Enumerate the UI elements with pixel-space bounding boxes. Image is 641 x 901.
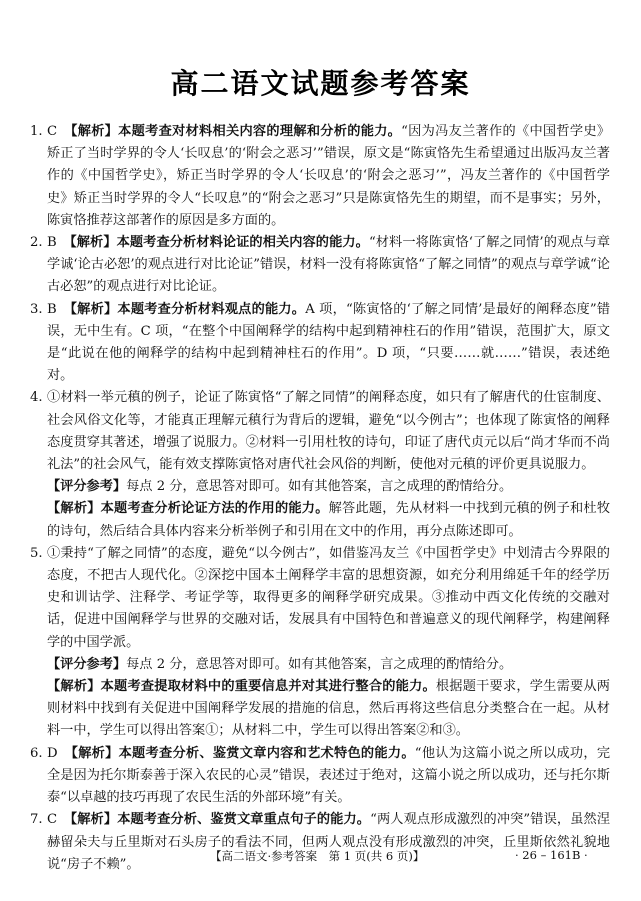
score-reference-5 (28, 654, 610, 676)
analysis-text: A 项，“陈寅恪的‘了解之同情’是最好的阐释态度”错误，无中生有。C 项，“在整个中国阐释学的结构中起到精神柱石的作用”错误，范围扩大，原文是“此说在他的阐释学的结构中起到精神柱石的作用”。D 项，“只要……就……”错误，表述绝对。 (47, 301, 611, 384)
page-title: 高二语文试题参考答案 (170, 67, 471, 100)
answer-choice: C (47, 124, 58, 139)
analysis-text: 根据题干要求，学生需要从两则材料中找到有关促进中国阐释学发展的措施的信息，然后再将这些信息分类整合在一起。从材料一中，学生可以得出答案①；从材料二中，学生可以得出答案②和③。 (47, 679, 610, 739)
analysis-lead: 本题考查分析论证方法的作用的能力。 (100, 501, 329, 517)
analysis-tag: 【解析】 (47, 679, 101, 695)
answer-item-2 (28, 232, 610, 299)
analysis-5 (28, 676, 610, 743)
answer-choice: D (47, 745, 58, 761)
answer-item-5 (28, 543, 610, 654)
analysis-text: “两人观点形成激烈的冲突”错误，虽然涅赫留朵夫与丘里斯对石头房子的看法不同，但两人观点没有形成激烈的冲突，丘里斯依然礼貌地说“房子不赖”。 (47, 812, 611, 872)
answer-item-4 (28, 387, 610, 476)
analysis-text: “他认为这篇小说之所以成功，完全是因为托尔斯泰善于深入农民的心灵”错误，表述过于绝对，这篇小说之所以成功，还与托尔斯泰“以卓越的技巧再现了农民生活的外部环境”有关。 (47, 745, 611, 806)
score-text: 每点 2 分，意思答对即可。如有其他答案，言之成理的酌情给分。 (126, 479, 513, 495)
answer-text: ①材料一举元稹的例子，论证了陈寅恪“了解之同情”的阐释态度，如只有了解唐代的仕宦制度、社会风俗文化等，才能真正理解元稹行为背后的逻辑，避免“以今例古”；也体现了陈寅恪的阐释态度贯穿其著述，增强了说服力。②材料一引用杜牧的诗句，印证了唐代贞元以后“尚才华而不尚礼法”的社会风气，能有效支撑陈寅恪对唐代社会风俗的判断，使他对元稹的评价更具说服力。 (47, 390, 610, 473)
analysis-lead: 本题考查对材料相关内容的理解和分析的能力。 (118, 124, 402, 139)
analysis-tag: 【解析】 (70, 812, 118, 828)
analysis-tag: 【解析】 (70, 301, 118, 317)
answer-item-7 (28, 809, 610, 876)
answer-choice: C (47, 812, 58, 828)
question-number: 3. (30, 301, 43, 317)
score-tag: 【评分参考】 (47, 479, 127, 495)
answer-choice: B (47, 235, 57, 251)
analysis-text: “材料一将陈寅恪‘了解之同情’的观点与章学诚‘论古必恕’的观点进行对比论证”错误，材料一没有将陈寅恪“了解之同情”的观点与章学诚“论古必恕”的观点进行对比论证。 (47, 235, 611, 295)
analysis-lead: 本题考查提取材料中的重要信息并对其进行整合的能力。 (100, 679, 436, 695)
question-number: 1. (30, 124, 43, 139)
analysis-lead: 本题考查分析、鉴赏文章重点句子的能力。 (117, 812, 371, 828)
answer-item-1 (28, 121, 610, 232)
answer-item-6 (28, 743, 610, 810)
question-number: 2. (30, 235, 43, 251)
analysis-text: “因为冯友兰著作的《中国哲学史》矫正了当时学界的令人‘长叹息’的‘附会之恶习’”错误，原文是“陈寅恪先生希望通过出版冯友兰著作的《中国哲学史》，矫正当时学界的令人‘长叹息’的‘附会之恶习’”，冯友兰著作的《中国哲学史》矫正当时学界的令人“长叹息”的“附会之恶习”只是陈寅恪先生的期望，而不是事实；另外，陈寅恪推荐这部著作的原因是多方面的。 (47, 124, 611, 228)
footer-code: · 26 – 161B · (515, 848, 588, 862)
analysis-tag: 【解析】 (71, 745, 119, 761)
analysis-lead: 本题考查分析材料论证的相关内容的能力。 (116, 235, 369, 251)
analysis-lead: 本题考查分析材料观点的能力。 (117, 301, 306, 317)
analysis-tag: 【解析】 (70, 235, 117, 251)
analysis-tag: 【解析】 (47, 501, 101, 517)
analysis-text: 解答此题，先从材料一中找到元稹的例子和杜牧的诗句，然后结合具体内容来分析举例子和引用在文中的作用，再分点陈述即可。 (47, 501, 611, 539)
answer-list (28, 121, 610, 876)
question-number: 4. (30, 390, 43, 406)
score-tag: 【评分参考】 (47, 656, 127, 672)
question-number: 7. (30, 812, 43, 828)
footer-page-info: 【高二语文·参考答案 第 1 页(共 6 页)】 (210, 849, 425, 863)
score-reference-4 (28, 476, 610, 498)
answer-item-3 (28, 299, 610, 388)
answer-text: ①秉持“了解之同情”的态度，避免“以今例古”，如借鉴冯友兰《中国哲学史》中划清古今界限的态度，不把古人现代化。②深挖中国本土阐释学丰富的思想资源，如充分利用绵延千年的经学历史和训诂学、注释学、考证学等，取得更多的阐释学研究成果。③推动中西文化传统的交融对话，促进中国阐释学与世界的交融对话，发展具有中国特色和普遍意义的现代阐释学，构建阐释学的中国学派。 (47, 545, 610, 650)
question-number: 6. (30, 745, 43, 761)
analysis-4 (28, 498, 610, 542)
question-number: 5. (30, 545, 43, 561)
analysis-lead: 本题考查分析、鉴赏文章内容和艺术特色的能力。 (118, 745, 415, 761)
analysis-tag: 【解析】 (70, 124, 119, 139)
answer-choice: B (47, 301, 57, 317)
score-text: 每点 2 分，意思答对即可。如有其他答案，言之成理的酌情给分。 (126, 656, 513, 672)
